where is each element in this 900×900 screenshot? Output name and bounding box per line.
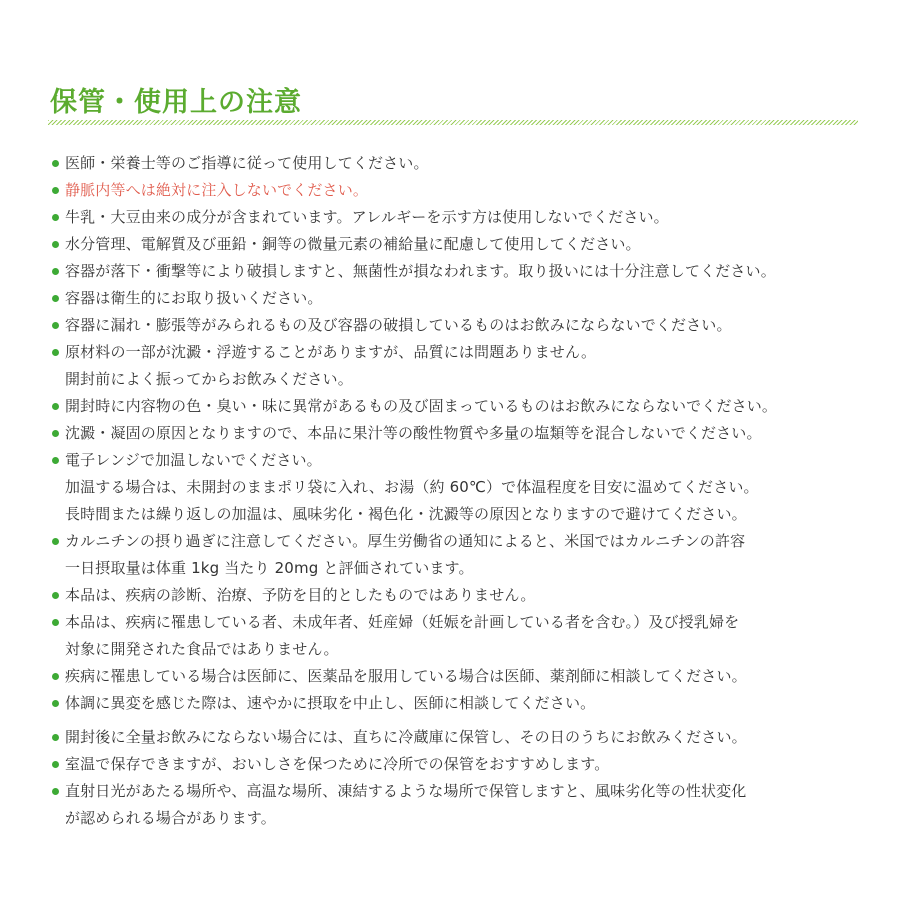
precaution-text-line: 開封前によく振ってからお飲みください。 <box>65 370 353 388</box>
precaution-text-line: 水分管理、電解質及び亜鉛・銅等の微量元素の補給量に配慮して使用してください。 <box>65 235 641 253</box>
precaution-item <box>52 231 864 258</box>
precaution-text-line: 沈澱・凝固の原因となりますので、本品に果汁等の酸性物質や多量の塩類等を混合しないでください。 <box>65 424 762 442</box>
bullet-dot-icon <box>52 430 59 437</box>
precaution-item <box>52 778 864 832</box>
bullet-dot-icon <box>52 761 59 768</box>
bullet-dot-icon <box>52 457 59 464</box>
precaution-text-line: 容器が落下・衝撃等により破損しますと、無菌性が損なわれます。取り扱いには十分注意してください。 <box>65 262 776 280</box>
precaution-item <box>52 204 864 231</box>
bullet-dot-icon <box>52 295 59 302</box>
bullet-dot-icon <box>52 592 59 599</box>
bullet-dot-icon <box>52 214 59 221</box>
bullet-dot-icon <box>52 322 59 329</box>
precaution-item <box>52 339 864 393</box>
precaution-text-line: 一日摂取量は体重 1kg 当たり 20mg と評価されています。 <box>65 559 474 577</box>
precautions-list <box>52 150 864 832</box>
precaution-item <box>52 177 864 204</box>
title-divider <box>48 120 858 125</box>
bullet-dot-icon <box>52 241 59 248</box>
precaution-text-line: 疾病に罹患している場合は医師に、医薬品を服用している場合は医師、薬剤師に相談してください。 <box>65 667 747 685</box>
precaution-text-line: 体調に異変を感じた際は、速やかに摂取を中止し、医師に相談してください。 <box>65 694 596 712</box>
bullet-dot-icon <box>52 673 59 680</box>
precaution-item <box>52 724 864 751</box>
precaution-item <box>52 582 864 609</box>
precaution-item <box>52 258 864 285</box>
bullet-dot-icon <box>52 403 59 410</box>
bullet-dot-icon <box>52 268 59 275</box>
precaution-text-line: が認められる場合があります。 <box>65 809 276 827</box>
precaution-text-line: 加温する場合は、未開封のままポリ袋に入れ、お湯（約 60℃）で体温程度を目安に温めてください。 <box>65 478 759 496</box>
precaution-text-line: 医師・栄養士等のご指導に従って使用してください。 <box>65 154 429 172</box>
precaution-item <box>52 312 864 339</box>
bullet-dot-icon <box>52 700 59 707</box>
precaution-text-line: 容器は衛生的にお取り扱いください。 <box>65 289 323 307</box>
precaution-text-line: 本品は、疾病の診断、治療、予防を目的としたものではありません。 <box>65 586 536 604</box>
precaution-text-line: 対象に開発された食品ではありません。 <box>65 640 339 658</box>
precaution-text-line: 牛乳・大豆由来の成分が含まれています。アレルギーを示す方は使用しないでください。 <box>65 208 669 226</box>
precaution-item <box>52 690 864 717</box>
precaution-text-line: 原材料の一部が沈澱・浮遊することがありますが、品質には問題ありません。 <box>65 343 597 361</box>
bullet-dot-icon <box>52 734 59 741</box>
precaution-item <box>52 150 864 177</box>
precaution-text-line: 静脈内等へは絶対に注入しないでください。 <box>65 181 369 199</box>
precaution-item <box>52 447 864 528</box>
precaution-item <box>52 528 864 582</box>
page-title: 保管・使用上の注意 <box>50 87 302 118</box>
bullet-dot-icon <box>52 538 59 545</box>
precaution-item <box>52 609 864 663</box>
precaution-item <box>52 393 864 420</box>
precaution-text-line: 本品は、疾病に罹患している者、未成年者、妊産婦（妊娠を計画している者を含む。）及び授乳婦を <box>65 613 740 631</box>
precaution-text-line: 電子レンジで加温しないでください。 <box>65 451 322 469</box>
precaution-text-line: 開封後に全量お飲みにならない場合には、直ちに冷蔵庫に保管し、その日のうちにお飲みください。 <box>65 728 747 746</box>
precaution-item <box>52 420 864 447</box>
precaution-item <box>52 751 864 778</box>
precaution-text-line: 容器に漏れ・膨張等がみられるもの及び容器の破損しているものはお飲みにならないでください。 <box>65 316 732 334</box>
precaution-item <box>52 285 864 312</box>
precaution-text-line: カルニチンの摂り過ぎに注意してください。厚生労働省の通知によると、米国ではカルニチンの許容 <box>65 532 746 550</box>
precaution-text-line: 直射日光があたる場所や、高温な場所、凍結するような場所で保管しますと、風味劣化等の性状変化 <box>65 782 747 800</box>
precaution-text-line: 開封時に内容物の色・臭い・味に異常があるもの及び固まっているものはお飲みにならないでください。 <box>65 397 778 415</box>
bullet-dot-icon <box>52 349 59 356</box>
bullet-dot-icon <box>52 788 59 795</box>
bullet-dot-icon <box>52 160 59 167</box>
precaution-text-line: 室温で保存できますが、おいしさを保つために冷所での保管をおすすめします。 <box>65 755 610 773</box>
precaution-text-line: 長時間または繰り返しの加温は、風味劣化・褐色化・沈澱等の原因となりますので避けてください。 <box>65 505 747 523</box>
bullet-dot-icon <box>52 187 59 194</box>
precaution-item <box>52 663 864 690</box>
bullet-dot-icon <box>52 619 59 626</box>
